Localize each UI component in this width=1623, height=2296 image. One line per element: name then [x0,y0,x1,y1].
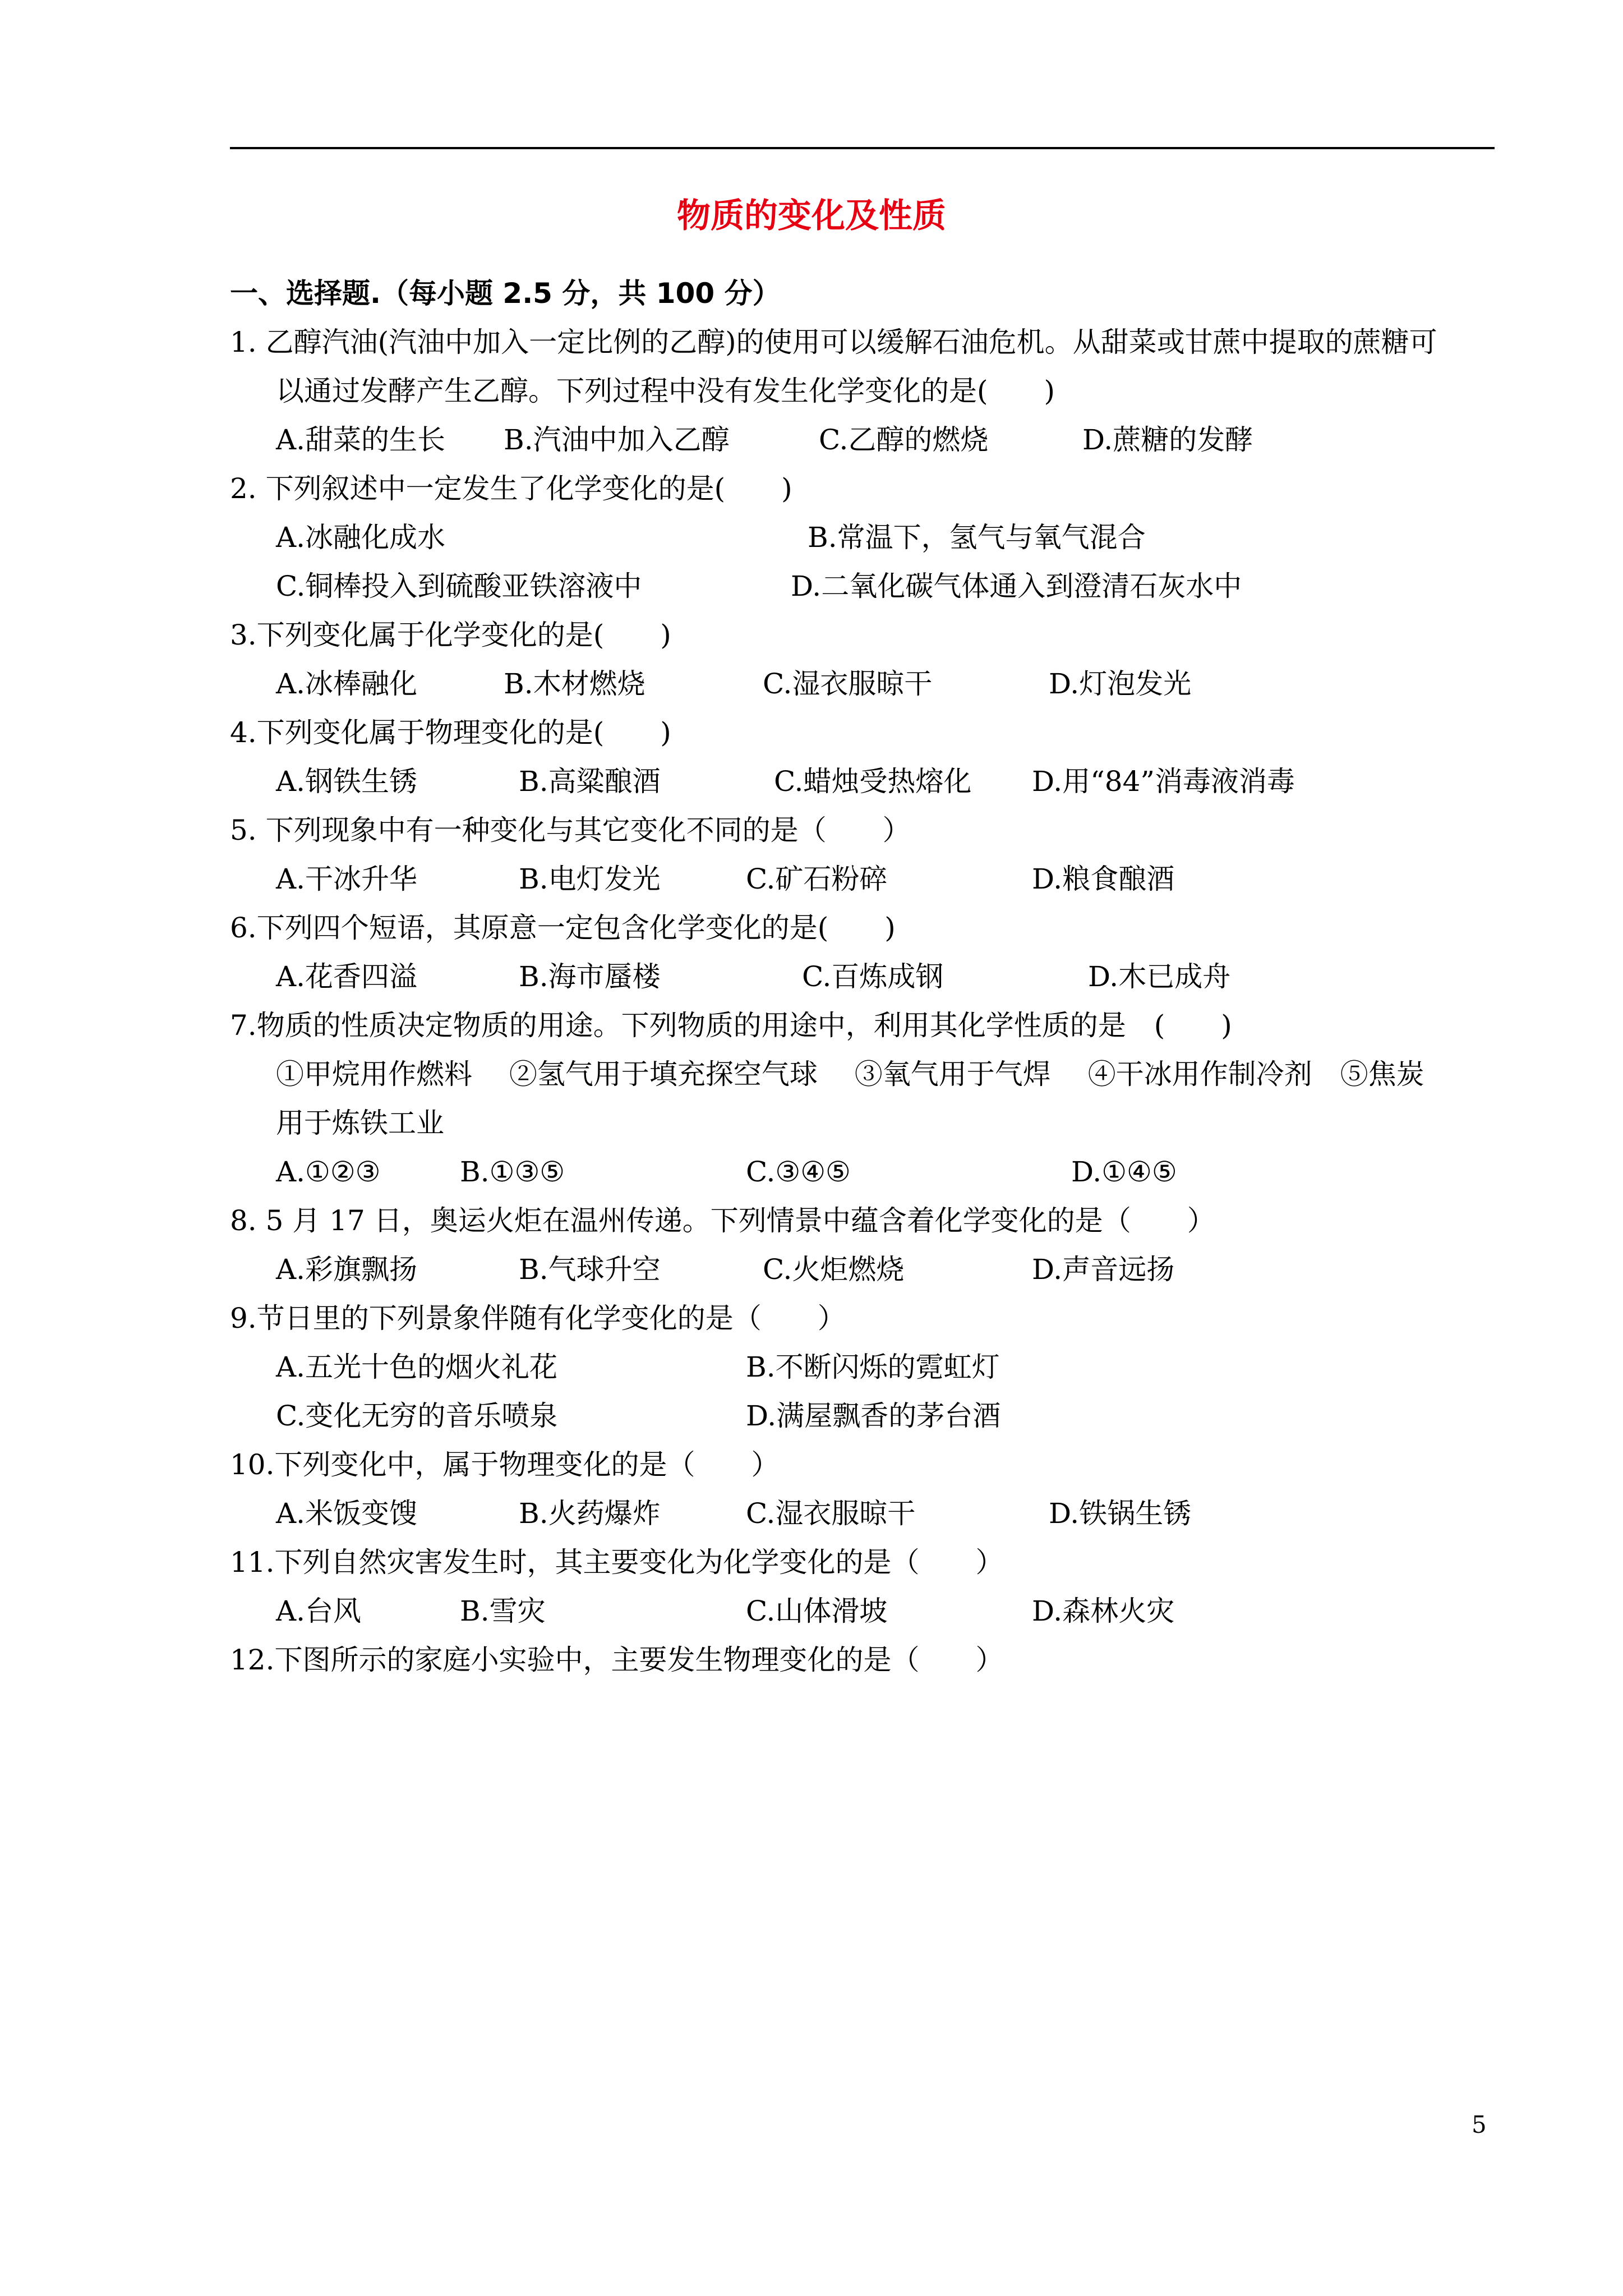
question-1-stem: 1. 乙醇汽油(汽油中加入一定比例的乙醇)的使用可以缓解石油危机。从甜菜或甘蔗中提取的蔗糖可 [230,326,1437,358]
question-7-stem: ①甲烷用作燃料 ②氢气用于填充探空气球 ③氧气用于气焊 ④干冰用作制冷剂 ⑤焦炭 [276,1058,1424,1091]
question-9-option-c: C.变化无穷的音乐喷泉 [276,1400,558,1432]
question-3-option-a: A.冰棒融化 [276,668,418,700]
question-1-option-a: A.甜菜的生长 [276,424,446,456]
question-10-option-c: C.湿衣服晾干 [746,1497,916,1530]
question-3-option-b: B.木材燃烧 [504,668,645,700]
question-6-option-c: C.百炼成钢 [802,960,944,993]
question-4-option-c: C.蜡烛受热熔化 [774,765,972,798]
question-1-option-b: B.汽油中加入乙醇 [504,424,730,456]
question-3-option-d: D.灯泡发光 [1049,668,1192,700]
question-9-option-a: A.五光十色的烟火礼花 [276,1351,558,1383]
question-4-option-d: D.用“84”消毒液消毒 [1032,765,1295,798]
question-9-option-d: D.满屋飘香的茅台酒 [746,1400,1001,1432]
question-11-stem: 11.下列自然灾害发生时，其主要变化为化学变化的是（ ） [230,1546,1004,1579]
question-5-option-c: C.矿石粉碎 [746,863,888,895]
question-6-stem: 6.下列四个短语，其原意一定包含化学变化的是( ) [230,912,896,944]
question-2-stem: 2. 下列叙述中一定发生了化学变化的是( ) [230,472,792,505]
question-5-option-a: A.干冰升华 [276,863,418,895]
question-4-option-b: B.高粱酿酒 [519,765,661,798]
question-6-option-d: D.木已成舟 [1088,960,1231,993]
question-9-option-b: B.不断闪烁的霓虹灯 [746,1351,1000,1383]
question-8-option-b: B.气球升空 [519,1253,661,1286]
question-3-option-c: C.湿衣服晾干 [763,668,933,700]
question-2-option-b: B.常温下，氢气与氧气混合 [808,521,1146,554]
question-7-option-d: D.①④⑤ [1071,1156,1177,1188]
question-1-option-c: C.乙醇的燃烧 [819,424,989,456]
question-10-option-b: B.火药爆炸 [519,1497,661,1530]
question-8-stem: 8. 5 月 17 日，奥运火炬在温州传递。下列情景中蕴含着化学变化的是（ ） [230,1204,1215,1237]
question-8-option-c: C.火炬燃烧 [763,1253,905,1286]
question-2-option-a: A.冰融化成水 [276,521,446,554]
question-5-option-b: B.电灯发光 [519,863,661,895]
question-12-stem: 12.下图所示的家庭小实验中，主要发生物理变化的是（ ） [230,1644,1004,1676]
question-6-option-b: B.海市蜃楼 [519,960,661,993]
question-11-option-d: D.森林火灾 [1032,1595,1175,1627]
header-rule [230,147,1495,149]
question-3-stem: 3.下列变化属于化学变化的是( ) [230,619,671,651]
question-1-stem: 以通过发酵产生乙醇。下列过程中没有发生化学变化的是( ) [276,375,1055,407]
question-2-option-d: D.二氧化碳气体通入到澄清石灰水中 [791,570,1242,602]
question-11-option-c: C.山体滑坡 [746,1595,888,1627]
question-7-option-c: C.③④⑤ [746,1156,851,1188]
question-10-option-d: D.铁锅生锈 [1049,1497,1192,1530]
question-5-stem: 5. 下列现象中有一种变化与其它变化不同的是（ ） [230,814,911,846]
question-8-option-d: D.声音远扬 [1032,1253,1175,1286]
question-7-stem: 用于炼铁工业 [276,1107,444,1139]
question-4-option-a: A.钢铁生锈 [276,765,418,798]
section-heading: 一、选择题.（每小题 2.5 分，共 100 分） [230,277,781,310]
question-4-stem: 4.下列变化属于物理变化的是( ) [230,716,671,749]
question-2-option-c: C.铜棒投入到硫酸亚铁溶液中 [276,570,642,602]
question-6-option-a: A.花香四溢 [276,960,418,993]
page-title: 物质的变化及性质 [677,196,946,236]
question-11-option-b: B.雪灾 [460,1595,546,1627]
question-10-stem: 10.下列变化中，属于物理变化的是（ ） [230,1448,780,1481]
question-7-option-b: B.①③⑤ [460,1156,565,1188]
question-7-stem: 7.物质的性质决定物质的用途。下列物质的用途中，利用其化学性质的是 ( ) [230,1009,1232,1042]
question-10-option-a: A.米饭变馊 [276,1497,418,1530]
page-number: 5 [1472,2111,1487,2138]
question-1-option-d: D.蔗糖的发酵 [1082,424,1253,456]
question-8-option-a: A.彩旗飘扬 [276,1253,418,1286]
question-9-stem: 9.节日里的下列景象伴随有化学变化的是（ ） [230,1302,846,1335]
question-11-option-a: A.台风 [276,1595,362,1627]
question-5-option-d: D.粮食酿酒 [1032,863,1175,895]
question-7-option-a: A.①②③ [276,1156,381,1188]
